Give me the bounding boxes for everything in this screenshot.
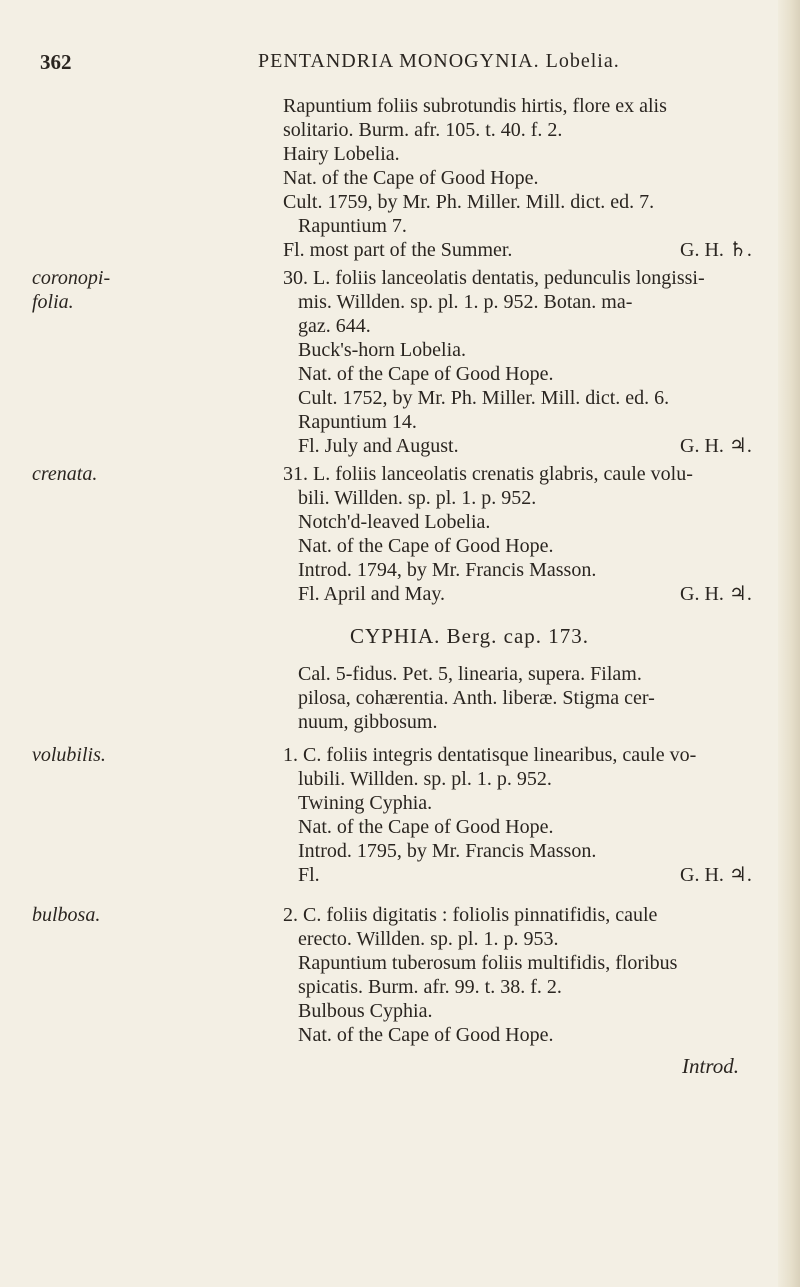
running-title [258,50,620,73]
margin-species-name: volubilis. [32,744,106,766]
page-number: 362 [40,50,72,74]
entry-line: Fl. July and August. [298,435,459,457]
margin-species-name: coronopi- folia. [32,267,111,313]
entry-line: Introd. 1794, by Mr. Francis Masson. [298,559,597,581]
habitat-label: G. H. ♄. [680,239,752,261]
entry-line: Hairy Lobelia. [283,143,400,165]
entry-line: 31. L. foliis lanceolatis crenatis glabris, caule volu- [283,463,693,485]
entry-line: Rapuntium foliis subrotundis hirtis, flore ex alis [283,95,667,117]
entry-line: Nat. of the Cape of Good Hope. [298,363,554,385]
entry-line: Rapuntium tuberosum foliis multifidis, floribus [298,952,678,974]
entry-line: Twining Cyphia. [298,792,433,814]
habitat-label: G. H. ♃. [680,864,752,886]
entry-line: Introd. 1795, by Mr. Francis Masson. [298,840,597,862]
entry-line: 30. L. foliis lanceolatis dentatis, pedunculis longissi- [283,267,705,289]
entry-line: 1. C. foliis integris dentatisque linearibus, caule vo- [283,744,697,766]
genus-character-line: nuum, gibbosum. [298,711,438,733]
entry-line: Notch'd-leaved Lobelia. [298,511,491,533]
entry-line: erecto. Willden. sp. pl. 1. p. 953. [298,928,559,950]
entry-line: Nat. of the Cape of Good Hope. [298,1024,554,1046]
habitat-label: G. H. ♃. [680,435,752,457]
entry-line: bili. Willden. sp. pl. 1. p. 952. [298,487,537,509]
entry-line: lubili. Willden. sp. pl. 1. p. 952. [298,768,552,790]
page-edge [778,0,800,1287]
entry-line: Fl. [298,864,320,886]
entry-line: Nat. of the Cape of Good Hope. [298,535,554,557]
entry-line: solitario. Burm. afr. 105. t. 40. f. 2. [283,119,563,141]
entry-line: Fl. April and May. [298,583,446,605]
habitat-label: G. H. ♃. [680,583,752,605]
entry-line: gaz. 644. [298,315,371,337]
genus-character-line: Cal. 5-fidus. Pet. 5, linearia, supera. Filam. [298,663,642,685]
entry-line: Cult. 1759, by Mr. Ph. Miller. Mill. dict. ed. 7. [283,191,655,213]
entry-line: mis. Willden. sp. pl. 1. p. 952. Botan. ma- [298,291,633,313]
catchword: Introd. [682,1054,739,1078]
entry-line: Nat. of the Cape of Good Hope. [298,816,554,838]
genus-character-line: pilosa, cohærentia. Anth. liberæ. Stigma cer- [298,687,655,709]
entry-line: Rapuntium 14. [298,411,417,433]
entry-line: Rapuntium 7. [298,215,407,237]
running-title-class: PENTANDRIA MONOGYNIA. [258,50,540,72]
margin-species-name: bulbosa. [32,904,101,926]
entry-line: Fl. most part of the Summer. [283,239,513,261]
entry-line: Cult. 1752, by Mr. Ph. Miller. Mill. dict. ed. 6. [298,387,670,409]
entry-line: Bulbous Cyphia. [298,1000,433,1022]
entry-line: 2. C. foliis digitatis : foliolis pinnatifidis, caule [283,904,658,926]
margin-species-name: crenata. [32,463,98,485]
page-header [0,50,800,80]
entry-line: Buck's-horn Lobelia. [298,339,467,361]
entry-line: Nat. of the Cape of Good Hope. [283,167,539,189]
genus-heading: CYPHIA. Berg. cap. 173. [350,624,590,648]
running-title-genus: Lobelia. [545,50,620,72]
entry-line: spicatis. Burm. afr. 99. t. 38. f. 2. [298,976,562,998]
